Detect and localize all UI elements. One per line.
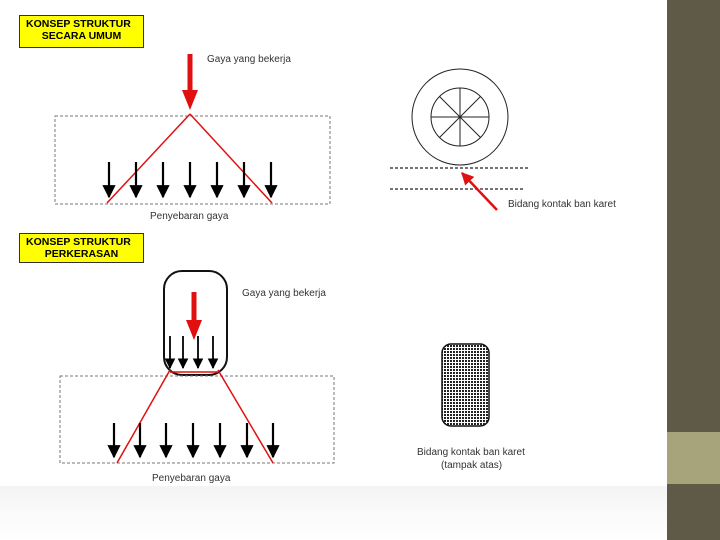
section-label-pavement-line1: KONSEP STRUKTUR xyxy=(26,236,131,248)
force-label-1: Gaya yang bekerja xyxy=(207,54,291,65)
section-label-general-line1: KONSEP STRUKTUR xyxy=(26,18,131,30)
section-label-pavement-line2: PERKERASAN xyxy=(44,248,119,260)
spread-label-2: Penyebaran gaya xyxy=(152,473,231,484)
force-label-2: Gaya yang bekerja xyxy=(242,288,326,299)
dashed-layer-box-1 xyxy=(55,116,330,204)
section-label-general xyxy=(19,15,144,48)
section-label-general-line2: SECARA UMUM xyxy=(41,30,122,42)
down-arrow-icon xyxy=(182,54,198,110)
contact-label-2-line2: (tampak atas) xyxy=(441,460,503,471)
section-label-pavement xyxy=(19,233,144,263)
contact-pointer-arrow xyxy=(462,173,497,210)
tire-footprint-icon xyxy=(442,344,489,426)
contact-label-2-line1: Bidang kontak ban karet xyxy=(417,447,525,458)
distributed-load-arrows-1 xyxy=(109,162,271,197)
wheel-icon xyxy=(412,69,508,165)
dashed-layer-box-2 xyxy=(60,376,334,463)
road-surface-lines xyxy=(390,168,530,189)
contact-label-1: Bidang kontak ban karet xyxy=(508,199,616,210)
distributed-load-arrows-2 xyxy=(114,423,273,457)
spread-label-1: Penyebaran gaya xyxy=(150,211,229,222)
